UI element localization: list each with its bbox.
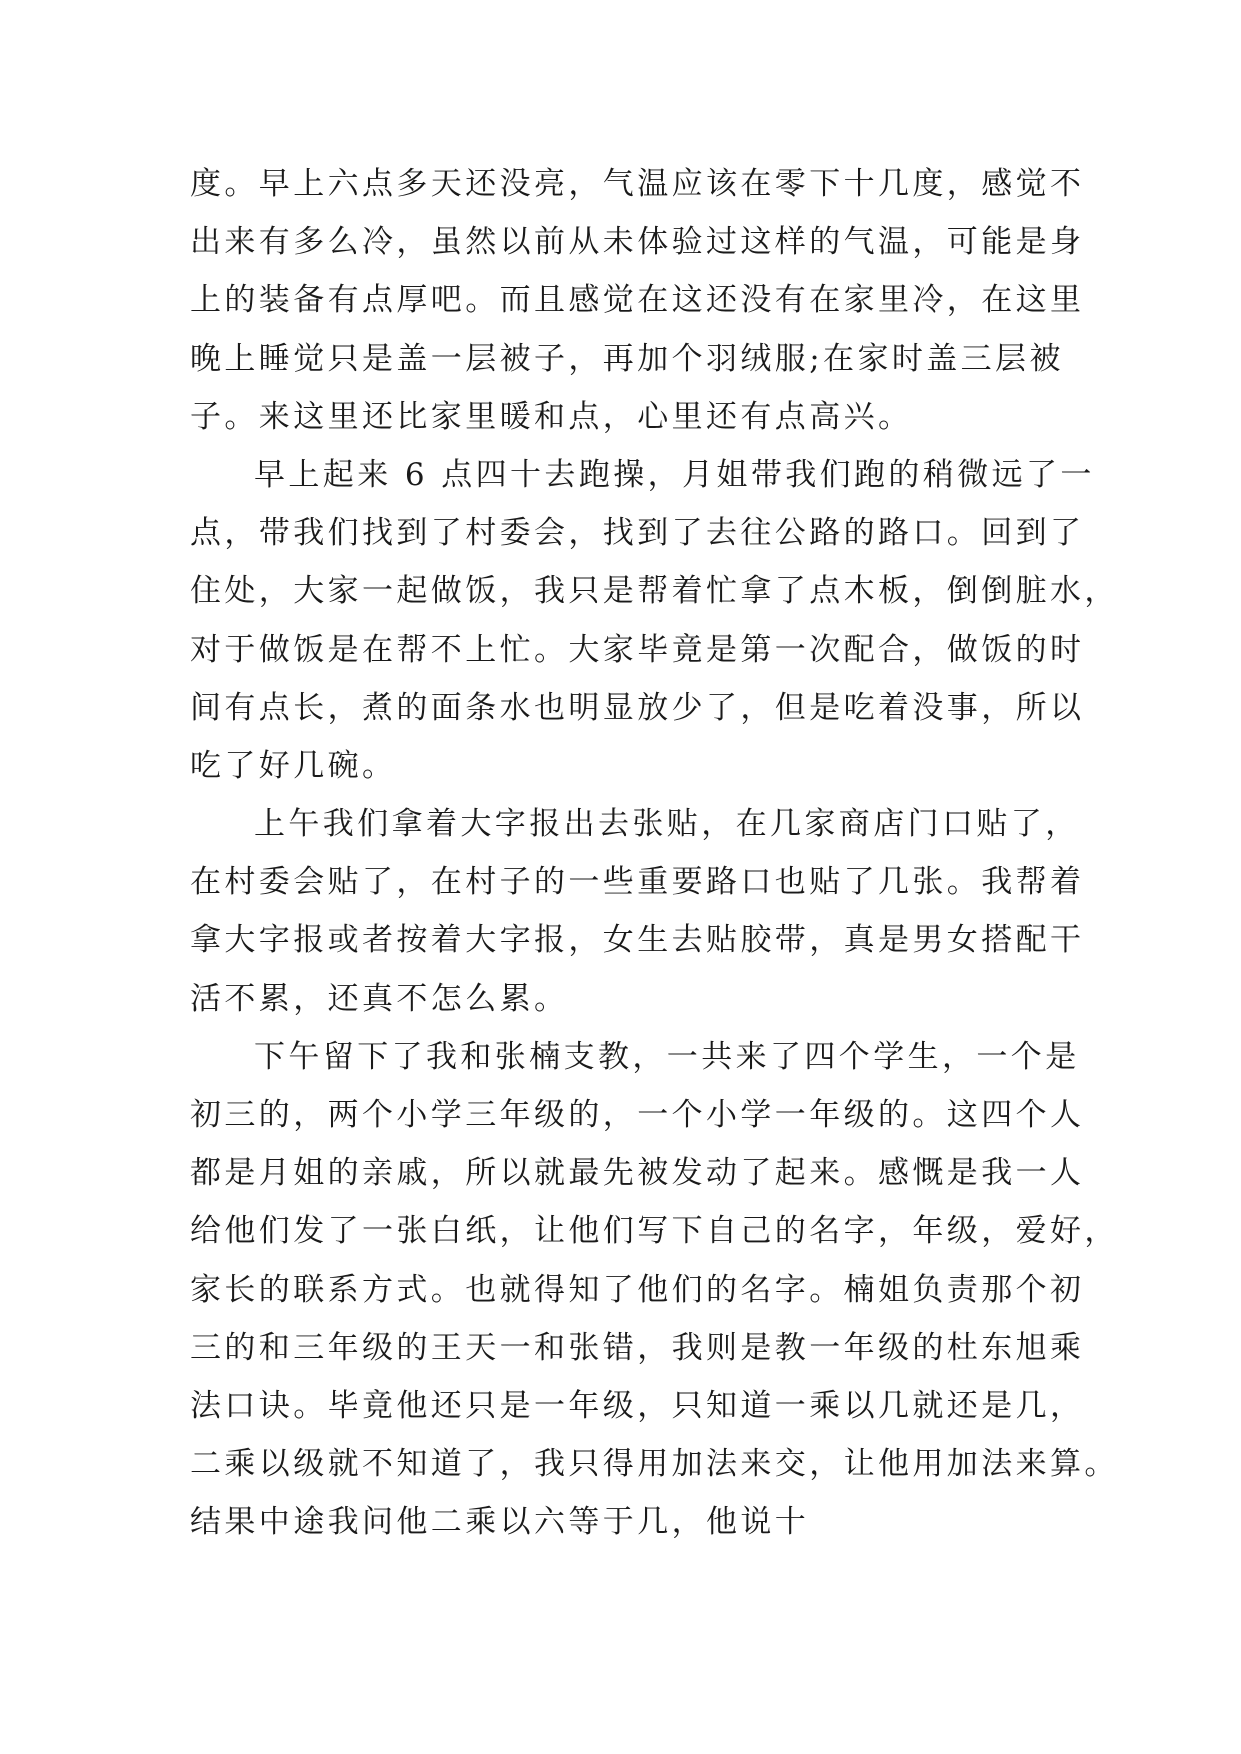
text-line: 子。来这里还比家里暖和点，心里还有点高兴。 bbox=[190, 398, 913, 435]
text-line: 初三的，两个小学三年级的，一个小学一年级的。这四个人 bbox=[190, 1097, 1085, 1133]
text-line: 法口诀。毕竟他还只是一年级，只知道一乘以几就还是几， bbox=[190, 1387, 1085, 1424]
paragraph-3 bbox=[190, 795, 1085, 1028]
paragraph-1 bbox=[190, 155, 1085, 446]
text-line: 上的装备有点厚吧。而且感觉在这还没有在家里冷，在这里 bbox=[190, 282, 1085, 319]
text-line: 对于做饭是在帮不上忙。大家毕竟是第一次配合，做饭的时 bbox=[190, 631, 1085, 668]
text-line: 出来有多么冷，虽然以前从未体验过这样的气温，可能是身 bbox=[190, 224, 1085, 261]
text-line: 给他们发了一张白纸，让他们写下自己的名字，年级，爱好， bbox=[190, 1213, 1119, 1250]
text-line: 在村委会贴了，在村子的一些重要路口也贴了几张。我帮着 bbox=[190, 864, 1085, 901]
text-line: 拿大字报或者按着大字报，女生去贴胶带，真是男女搭配干 bbox=[190, 922, 1085, 959]
text-line: 都是月姐的亲戚，所以就最先被发动了起来。感慨是我一人 bbox=[190, 1155, 1085, 1192]
paragraph-4 bbox=[190, 1028, 1119, 1552]
text-line: 间有点长，煮的面条水也明显放少了，但是吃着没事，所以 bbox=[190, 689, 1085, 726]
text-line: 二乘以级就不知道了，我只得用加法来交，让他用加法来算。 bbox=[190, 1446, 1119, 1483]
text-line: 活不累，还真不怎么累。 bbox=[190, 980, 569, 1017]
text-line: 家长的联系方式。也就得知了他们的名字。楠姐负责那个初 bbox=[190, 1271, 1085, 1308]
text-line: 度。早上六点多天还没亮，气温应该在零下十几度，感觉不 bbox=[190, 166, 1085, 202]
text-line: 早上起来 6 点四十去跑操，月姐带我们跑的稍微远了一 bbox=[254, 456, 1095, 493]
text-line: 上午我们拿着大字报出去张贴，在几家商店门口贴了， bbox=[254, 806, 1080, 843]
text-line: 住处，大家一起做饭，我只是帮着忙拿了点木板，倒倒脏水， bbox=[190, 573, 1119, 610]
text-line: 点，带我们找到了村委会，找到了去往公路的路口。回到了 bbox=[190, 515, 1085, 552]
paragraph-2 bbox=[190, 446, 1119, 795]
text-line: 三的和三年级的王天一和张错，我则是教一年级的杜东旭乘 bbox=[190, 1329, 1085, 1366]
body-text bbox=[190, 155, 1119, 1552]
text-line: 下午留下了我和张楠支教，一共来了四个学生，一个是 bbox=[254, 1038, 1080, 1075]
text-line: 晚上睡觉只是盖一层被子，再加个羽绒服;在家时盖三层被 bbox=[190, 340, 1064, 377]
text-line: 结果中途我问他二乘以六等于几，他说十 bbox=[190, 1504, 810, 1541]
text-line: 吃了好几碗。 bbox=[190, 747, 397, 784]
